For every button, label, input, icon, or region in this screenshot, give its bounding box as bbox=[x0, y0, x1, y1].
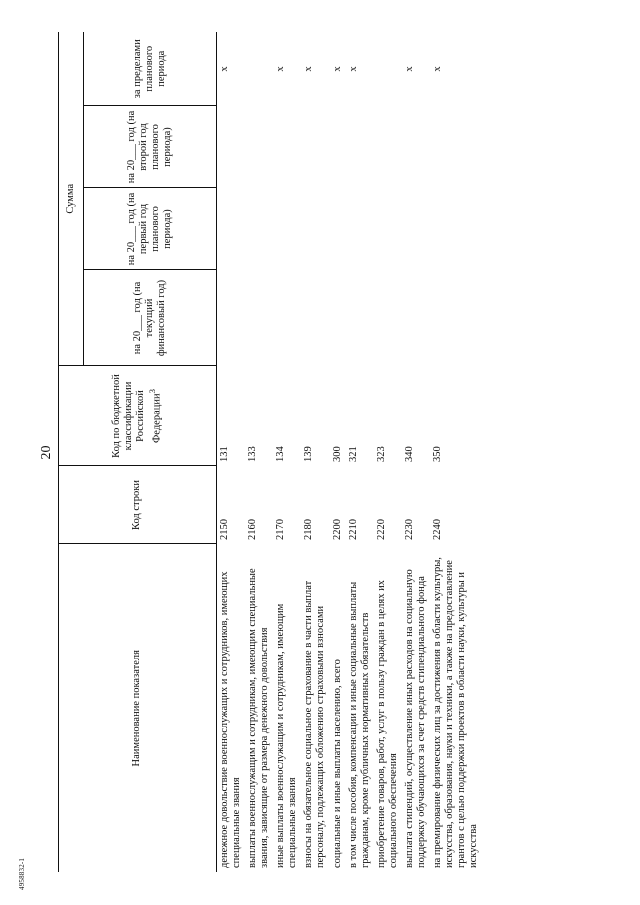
row-beyond: x bbox=[403, 66, 415, 72]
row-code: 2160 bbox=[247, 519, 259, 540]
row-first-year bbox=[374, 188, 402, 270]
row-beyond: x bbox=[431, 66, 443, 72]
row-second-year bbox=[301, 106, 329, 188]
rotated-table-container bbox=[58, 32, 618, 872]
row-first-year bbox=[245, 188, 273, 270]
header-name: Наименование показателя bbox=[59, 544, 217, 872]
table-row bbox=[430, 32, 482, 872]
row-code: 2170 bbox=[275, 519, 287, 540]
row-first-year bbox=[430, 188, 482, 270]
table-row bbox=[402, 32, 430, 872]
table-row bbox=[217, 32, 246, 872]
row-budget-code: 134 bbox=[275, 446, 287, 462]
table-row bbox=[301, 32, 329, 872]
row-name: в том числе пособия, компенсации и иные социальные выплаты гражданам, кроме публичных нормативных обязательств bbox=[347, 581, 371, 868]
row-name: выплаты военнослужащим и сотрудникам, имеющим специальные звания, зависящие от размера денежного довольствия bbox=[247, 568, 271, 868]
row-budget-code: 321 bbox=[347, 446, 359, 462]
row-first-year bbox=[217, 188, 246, 270]
page-number: 20 bbox=[39, 445, 54, 460]
row-budget-code: 139 bbox=[303, 446, 315, 462]
row-current-year bbox=[245, 270, 273, 366]
header-sum: Сумма bbox=[59, 32, 84, 366]
row-code: 2220 bbox=[375, 519, 387, 540]
row-name: приобретение товаров, работ, услуг в пользу граждан в целях их социального обеспечения bbox=[375, 580, 399, 868]
row-code: 2240 bbox=[431, 519, 443, 540]
document-id: 4958832-1 bbox=[18, 857, 26, 890]
table-row bbox=[245, 32, 273, 872]
table-row bbox=[273, 32, 301, 872]
row-current-year bbox=[273, 270, 301, 366]
row-second-year bbox=[273, 106, 301, 188]
row-second-year bbox=[374, 106, 402, 188]
row-beyond bbox=[245, 32, 273, 106]
table-row bbox=[330, 32, 346, 872]
header-budget-code bbox=[59, 366, 217, 466]
row-name: взносы на обязательное социальное страхование в части выплат персоналу, подлежащих обложению страховыми взносами bbox=[303, 580, 327, 868]
row-current-year bbox=[217, 270, 246, 366]
header-first-year: на 20___ год (на первый год планового периода) bbox=[83, 188, 216, 270]
row-code: 2150 bbox=[219, 519, 230, 540]
row-second-year bbox=[330, 106, 346, 188]
row-first-year bbox=[273, 188, 301, 270]
row-current-year bbox=[402, 270, 430, 366]
header-current-year: на 20___ год (на текущий финансовый год) bbox=[83, 270, 216, 366]
row-budget-code: 131 bbox=[219, 446, 230, 462]
row-second-year bbox=[430, 106, 482, 188]
row-beyond: x bbox=[303, 66, 315, 72]
row-first-year bbox=[330, 188, 346, 270]
table-row bbox=[346, 32, 374, 872]
header-budget-code-sup: 3 bbox=[147, 389, 158, 394]
row-budget-code: 340 bbox=[403, 446, 415, 462]
row-first-year bbox=[301, 188, 329, 270]
row-code: 2230 bbox=[403, 519, 415, 540]
row-beyond: x bbox=[331, 66, 343, 72]
row-code: 2210 bbox=[347, 519, 359, 540]
row-beyond: x bbox=[275, 66, 287, 72]
row-second-year bbox=[217, 106, 246, 188]
row-current-year bbox=[301, 270, 329, 366]
row-current-year bbox=[330, 270, 346, 366]
row-budget-code: 133 bbox=[247, 446, 259, 462]
row-current-year bbox=[346, 270, 374, 366]
row-first-year bbox=[346, 188, 374, 270]
row-first-year bbox=[402, 188, 430, 270]
header-beyond: за пределами планового периода bbox=[83, 32, 216, 106]
row-name: иные выплаты военнослужащим и сотрудникам, имеющим специальные звания bbox=[275, 603, 299, 868]
indicators-table bbox=[58, 32, 482, 872]
row-code: 2200 bbox=[331, 519, 343, 540]
row-budget-code: 323 bbox=[375, 446, 387, 462]
row-beyond: x bbox=[347, 66, 359, 72]
row-code: 2180 bbox=[303, 519, 315, 540]
row-second-year bbox=[346, 106, 374, 188]
row-second-year bbox=[402, 106, 430, 188]
header-row-code: Код строки bbox=[59, 466, 217, 544]
row-beyond: x bbox=[219, 66, 230, 72]
row-name: на премирование физических лиц за достижения в области культуры, искусства, образования, науки и техники, а также на предоставление грантов с целью поддержки проектов в области науки, культуры и искусства bbox=[431, 557, 480, 868]
row-budget-code: 300 bbox=[331, 446, 343, 462]
row-budget-code: 350 bbox=[431, 446, 443, 462]
row-current-year bbox=[430, 270, 482, 366]
header-budget-code-text: Код по бюджетной классификации Российской Федерации bbox=[111, 374, 163, 458]
row-second-year bbox=[245, 106, 273, 188]
row-name: денежное довольствие военнослужащих и сотрудников, имеющих специальные звания bbox=[219, 571, 243, 868]
row-beyond bbox=[374, 32, 402, 106]
row-name: выплата стипендий, осуществление иных расходов на социальную поддержку обучающихся за счет средств стипендиального фонда bbox=[403, 569, 427, 868]
row-name: социальные и иные выплаты населению, всего bbox=[331, 659, 343, 868]
row-current-year bbox=[374, 270, 402, 366]
header-second-year: на 20___ год (на второй год планового периода) bbox=[83, 106, 216, 188]
table-row bbox=[374, 32, 402, 872]
